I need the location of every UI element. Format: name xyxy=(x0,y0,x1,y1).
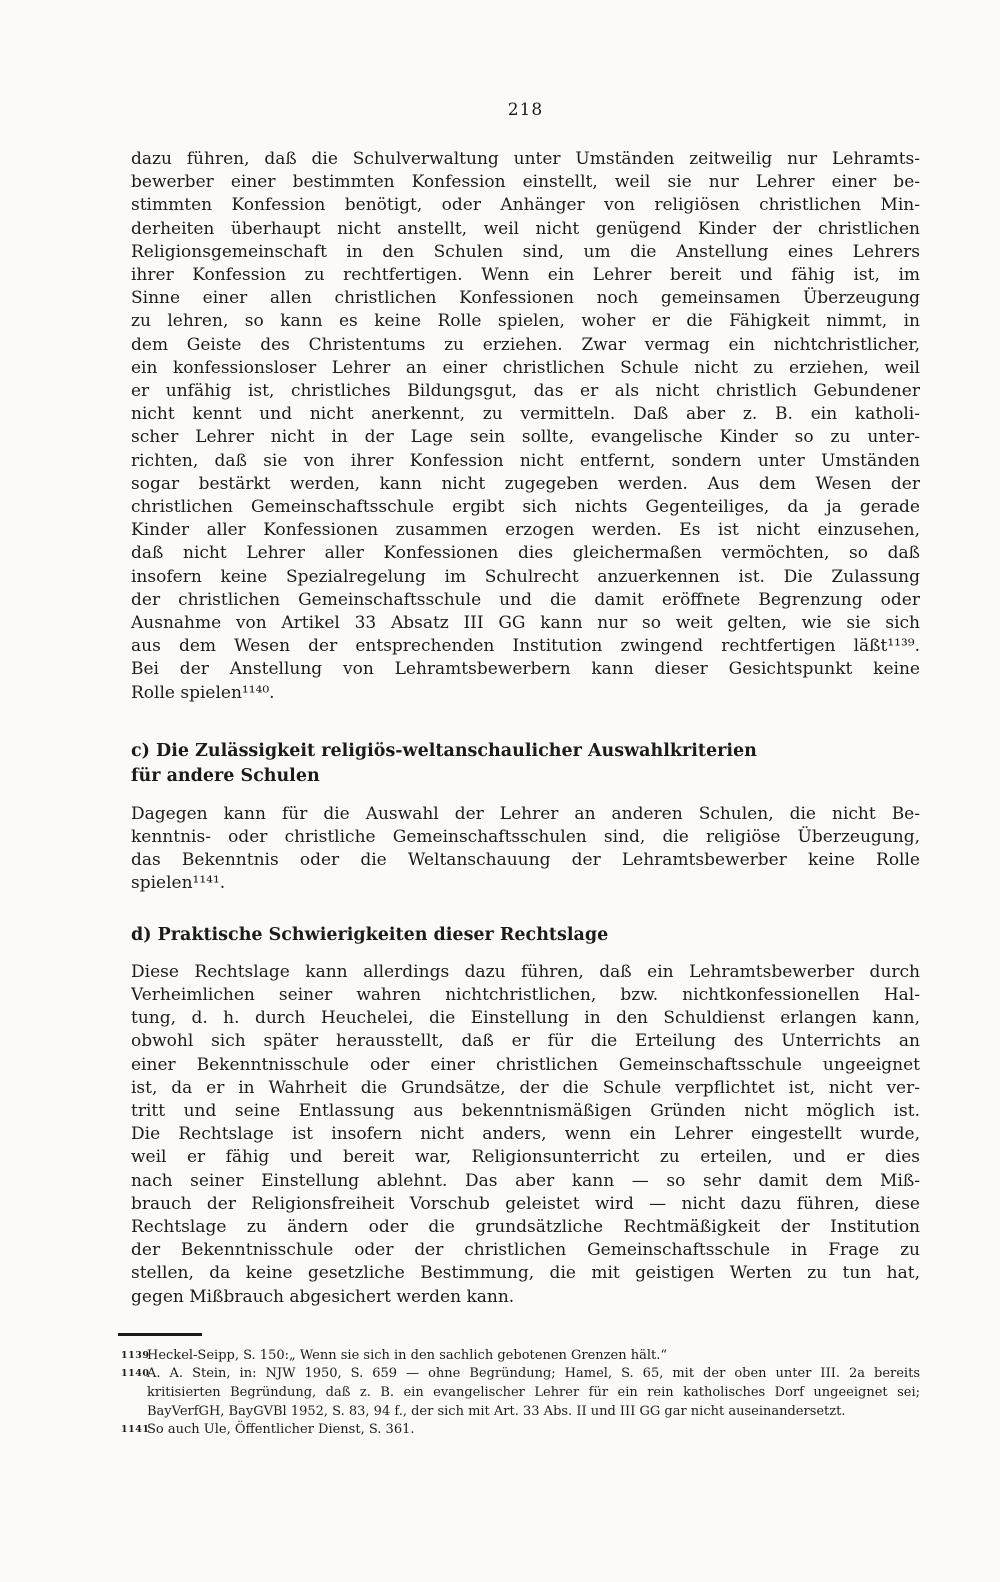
text-line: nach seiner Einstellung ablehnt. Das aber kann — so sehr damit dem Miß- xyxy=(131,1170,920,1191)
footnote-line: kritisierten Begründung, daß z. B. ein evangelischer Lehrer für ein rein katholisches Dorf ungeeignet sei; xyxy=(147,1384,920,1400)
text-line: weil er fähig und bereit war, Religionsunterricht zu erteilen, und er dies xyxy=(131,1147,920,1168)
text-line: Ausnahme von Artikel 33 Absatz III GG kann nur so weit gelten, wie sie sich xyxy=(131,613,920,634)
footnote-marker: 1141 xyxy=(121,1424,150,1436)
text-line: stellen, da keine gesetzliche Bestimmung, die mit geistigen Werten zu tun hat, xyxy=(131,1263,920,1284)
text-line: Sinne einer allen christlichen Konfessionen noch gemeinsamen Überzeugung xyxy=(131,288,920,309)
text-line: zu lehren, so kann es keine Rolle spielen, woher er die Fähigkeit nimmt, in xyxy=(131,311,920,332)
footnote-line: BayVerfGH, BayGVBl 1952, S. 83, 94 f., der sich mit Art. 33 Abs. II und III GG gar nicht auseinandersetzt. xyxy=(147,1403,846,1419)
text-line: ihrer Konfession zu rechtfertigen. Wenn ein Lehrer bereit und fähig ist, im xyxy=(131,265,920,286)
footnotes xyxy=(121,1347,920,1440)
text-line: der christlichen Gemeinschaftsschule und die damit eröffnete Begrenzung oder xyxy=(131,589,920,610)
text-line: scher Lehrer nicht in der Lage sein sollte, evangelische Kinder so zu unter- xyxy=(131,427,920,448)
heading-line: für andere Schulen xyxy=(131,765,320,786)
section-heading-d xyxy=(131,923,920,948)
text-line: Bei der Anstellung von Lehramtsbewerbern kann dieser Gesichtspunkt keine xyxy=(131,659,920,680)
text-line: daß nicht Lehrer aller Konfessionen dies gleichermaßen vermöchten, so daß xyxy=(131,543,920,564)
footnote xyxy=(121,1421,920,1440)
text-line: Religionsgemeinschaft in den Schulen sind, um die Anstellung eines Lehrers xyxy=(131,241,920,262)
text-line: Rolle spielen¹¹⁴⁰. xyxy=(131,682,275,703)
text-line: stimmten Konfession benötigt, oder Anhänger von religiösen christlichen Min- xyxy=(131,195,920,216)
text-line: ist, da er in Wahrheit die Grundsätze, der die Schule verpflichtet ist, nicht ver- xyxy=(131,1077,920,1098)
paragraph-d xyxy=(131,961,920,1309)
text-line: das Bekenntnis oder die Weltanschauung der Lehramtsbewerber keine Rolle xyxy=(131,850,920,871)
footnote-line: A. A. Stein, in: NJW 1950, S. 659 — ohne Begründung; Hamel, S. 65, mit der oben unter III. 2a bereits xyxy=(147,1366,920,1382)
section-heading-c xyxy=(131,739,920,789)
text-line: Dagegen kann für die Auswahl der Lehrer an anderen Schulen, die nicht Be- xyxy=(131,803,920,824)
text-line: Rechtslage zu ändern oder die grundsätzliche Rechtmäßigkeit der Institution xyxy=(131,1216,920,1237)
text-line: Verheimlichen seiner wahren nichtchristlichen, bzw. nichtkonfessionellen Hal- xyxy=(131,984,920,1005)
footnote-line: So auch Ule, Öffentlicher Dienst, S. 361. xyxy=(147,1422,415,1438)
text-line: aus dem Wesen der entsprechenden Institution zwingend rechtfertigen läßt¹¹³⁹. xyxy=(131,636,920,657)
heading-line: d) Praktische Schwierigkeiten dieser Rechtslage xyxy=(131,924,609,945)
text-line: dazu führen, daß die Schulverwaltung unter Umständen zeitweilig nur Lehramts- xyxy=(131,149,920,169)
footnote xyxy=(121,1365,920,1421)
text-line: Kinder aller Konfessionen zusammen erzogen werden. Es ist nicht einzusehen, xyxy=(131,520,920,541)
page-number: 218 xyxy=(507,100,544,120)
text-line: obwohl sich später herausstellt, daß er für die Erteilung des Unterrichts an xyxy=(131,1031,920,1052)
text-line: dem Geiste des Christentums zu erziehen. Zwar vermag ein nichtchristlicher, xyxy=(131,334,920,355)
text-line: christlichen Gemeinschaftsschule ergibt sich nichts Gegenteiliges, da ja gerade xyxy=(131,497,920,518)
footnote xyxy=(121,1347,920,1366)
text-line: gegen Mißbrauch abgesichert werden kann. xyxy=(131,1286,515,1307)
text-line: Diese Rechtslage kann allerdings dazu führen, daß ein Lehramtsbewerber durch xyxy=(131,961,920,982)
text-line: sogar bestärkt werden, kann nicht zugegeben werden. Aus dem Wesen der xyxy=(131,473,920,494)
text-line: ein konfessionsloser Lehrer an einer christlichen Schule nicht zu erziehen, weil xyxy=(131,357,920,378)
text-line: derheiten überhaupt nicht anstellt, weil nicht genügend Kinder der christlichen xyxy=(131,218,920,239)
footnote-marker: 1139 xyxy=(121,1349,150,1361)
text-line: insofern keine Spezialregelung im Schulrecht anzuerkennen ist. Die Zulassung xyxy=(131,566,920,587)
text-line: kenntnis- oder christliche Gemeinschaftsschulen sind, die religiöse Überzeugung, xyxy=(131,827,920,848)
text-line: spielen¹¹⁴¹. xyxy=(131,873,226,894)
text-line: tritt und seine Entlassung aus bekenntnismäßigen Gründen nicht möglich ist. xyxy=(131,1100,920,1121)
text-line: brauch der Religionsfreiheit Vorschub geleistet wird — nicht dazu führen, diese xyxy=(131,1193,920,1214)
body-paragraph-1 xyxy=(131,148,920,705)
text-line: nicht kennt und nicht anerkennt, zu vermitteln. Daß aber z. B. ein katholi- xyxy=(131,404,920,425)
paragraph-c xyxy=(131,803,920,896)
text-line: der Bekenntnisschule oder der christlichen Gemeinschaftsschule in Frage zu xyxy=(131,1240,920,1261)
footnote-separator xyxy=(118,1333,202,1336)
heading-line: c) Die Zulässigkeit religiös-weltanschaulicher Auswahlkriterien xyxy=(131,740,757,761)
footnote-marker: 1140 xyxy=(121,1368,150,1380)
footnote-line: Heckel-Seipp, S. 150:„ Wenn sie sich in den sachlich gebotenen Grenzen hält.“ xyxy=(147,1347,668,1363)
text-line: tung, d. h. durch Heuchelei, die Einstellung in den Schuldienst erlangen kann, xyxy=(131,1008,920,1029)
text-line: er unfähig ist, christliches Bildungsgut, das er als nicht christlich Gebundener xyxy=(131,381,920,402)
text-line: bewerber einer bestimmten Konfession einstellt, weil sie nur Lehrer einer be- xyxy=(131,172,920,193)
text-line: Die Rechtslage ist insofern nicht anders, wenn ein Lehrer eingestellt wurde, xyxy=(131,1124,920,1145)
text-line: richten, daß sie von ihrer Konfession nicht entfernt, sondern unter Umständen xyxy=(131,450,920,471)
text-line: einer Bekenntnisschule oder einer christlichen Gemeinschaftsschule ungeeignet xyxy=(131,1054,920,1075)
